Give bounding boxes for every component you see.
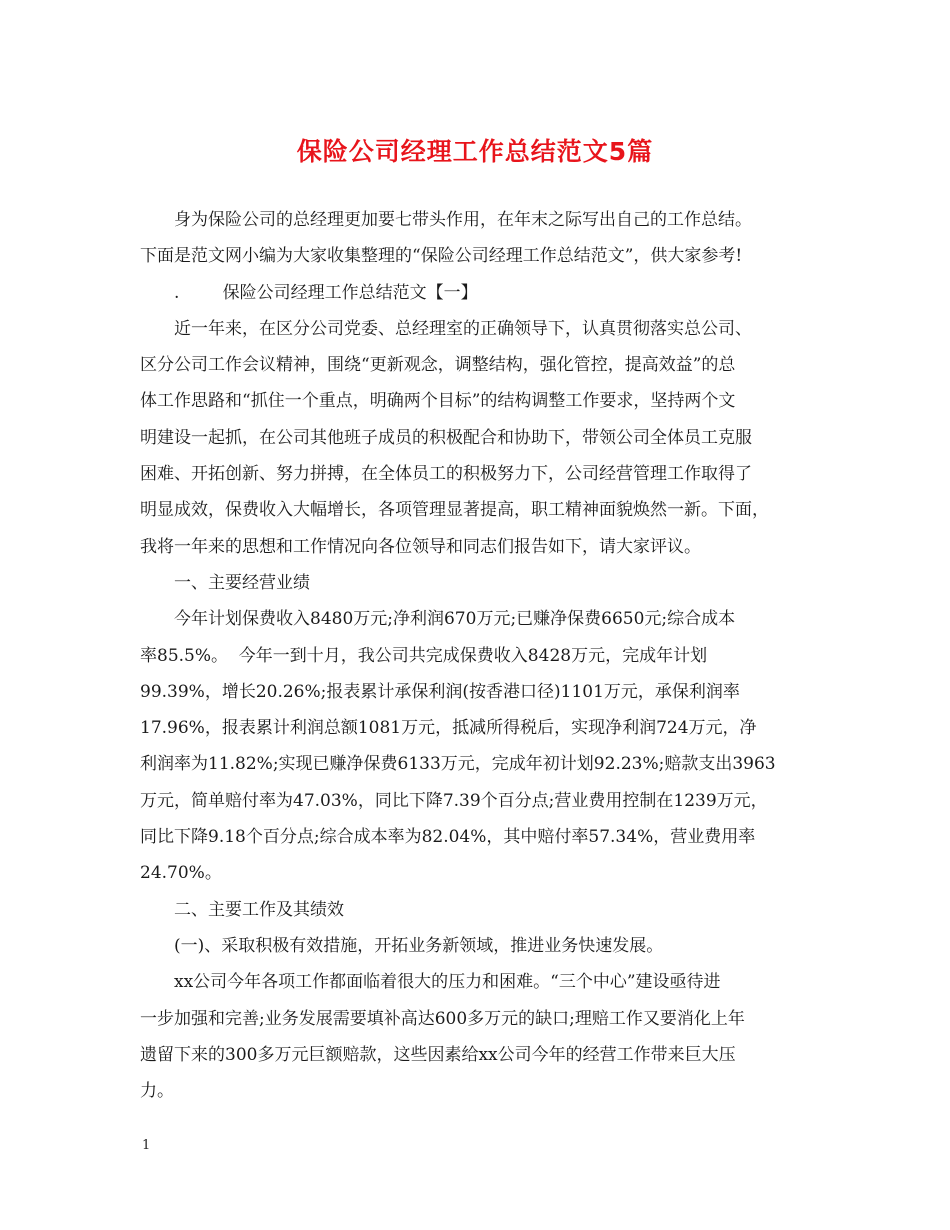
- paragraph-line: 万元，简单赔付率为47.03%，同比下降7.39个百分点;营业费用控制在1239万元，: [140, 790, 768, 811]
- paragraph-line: 力。: [140, 1081, 174, 1102]
- paragraph-line: 利润率为11.82%;实现已赚净保费6133万元，完成年初计划92.23%;赔款支出3963: [140, 754, 776, 775]
- section-heading: 一、主要经营业绩: [174, 572, 310, 593]
- paragraph-line: 24.70%。: [140, 863, 222, 884]
- subsection-heading: (一)、采取积极有效措施，开拓业务新领域，推进业务快速发展。: [174, 935, 664, 956]
- document-body: [140, 202, 820, 1109]
- page-number: 1: [142, 1138, 151, 1153]
- section-heading: . 保险公司经理工作总结范文【一】: [174, 282, 478, 303]
- paragraph-line: 率85.5%。 今年一到十月，我公司共完成保费收入8428万元，完成年计划: [140, 645, 708, 666]
- paragraph-line: 遗留下来的300多万元巨额赔款，这些因素给xx公司今年的经营工作带来巨大压: [140, 1044, 736, 1065]
- paragraph-line: 明建设一起抓，在公司其他班子成员的积极配合和协助下，带领公司全体员工克服: [140, 427, 752, 448]
- paragraph-line: 17.96%，报表累计利润总额1081万元，抵减所得税后，实现净利润724万元，净: [140, 718, 757, 739]
- paragraph-line: 99.39%，增长20.26%;报表累计承保利润(按香港口径)1101万元，承保利润率: [140, 681, 740, 702]
- paragraph-line: 近一年来，在区分公司党委、总经理室的正确领导下，认真贯彻落实总公司、: [174, 318, 752, 339]
- paragraph-line: 我将一年来的思想和工作情况向各位领导和同志们报告如下，请大家评议。: [140, 536, 701, 557]
- section-heading: 二、主要工作及其绩效: [174, 899, 344, 920]
- paragraph-line: 今年计划保费收入8480万元;净利润670万元;已赚净保费6650元;综合成本: [174, 609, 736, 630]
- paragraph-line: 困难、开拓创新、努力拼搏，在全体员工的积极努力下，公司经营管理工作取得了: [140, 464, 752, 485]
- paragraph-line: 身为保险公司的总经理更加要七带头作用，在年末之际写出自己的工作总结。: [174, 210, 752, 230]
- paragraph-line: 下面是范文网小编为大家收集整理的“保险公司经理工作总结范文”，供大家参考!: [140, 246, 743, 267]
- paragraph-line: 体工作思路和“抓住一个重点，明确两个目标”的结构调整工作要求，坚持两个文: [140, 391, 736, 412]
- paragraph-line: xx公司今年各项工作都面临着很大的压力和困难。“三个中心”建设亟待进: [174, 972, 721, 993]
- paragraph-line: 区分公司工作会议精神，围绕“更新观念，调整结构，强化管控，提高效益”的总: [140, 355, 736, 376]
- paragraph-line: 明显成效，保费收入大幅增长，各项管理显著提高，职工精神面貌焕然一新。下面，: [140, 500, 769, 521]
- paragraph-line: 一步加强和完善;业务发展需要填补高达600多万元的缺口;理赔工作又要消化上年: [140, 1008, 745, 1029]
- paragraph-line: 同比下降9.18个百分点;综合成本率为82.04%，其中赔付率57.34%，营业费用率: [140, 827, 756, 848]
- document-title: 保险公司经理工作总结范文5篇: [296, 137, 654, 166]
